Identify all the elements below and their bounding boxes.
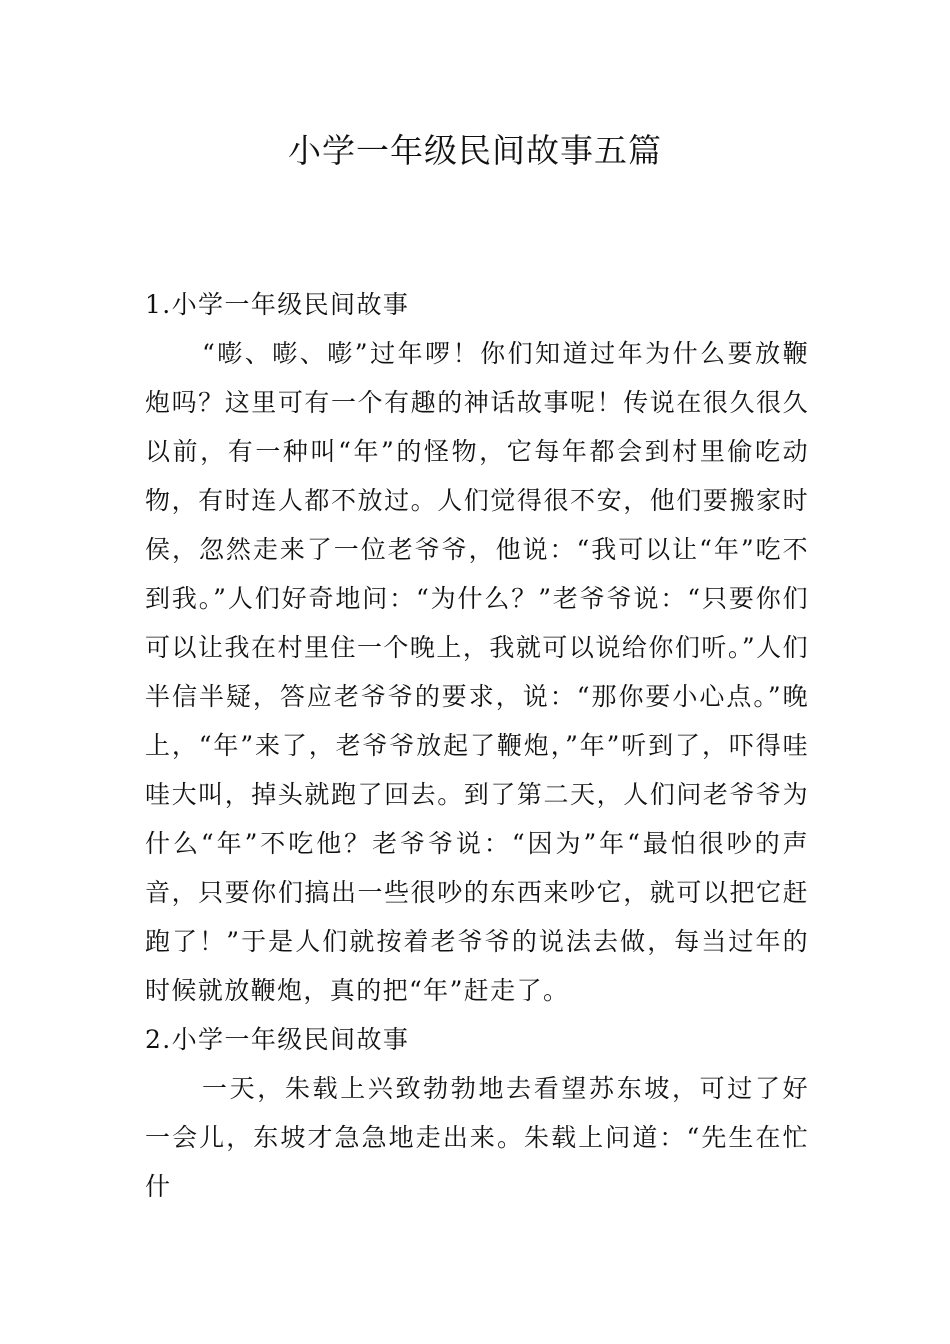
document-body xyxy=(145,280,809,1211)
section-heading-2: 2.小学一年级民间故事 xyxy=(145,1025,410,1054)
section-heading-1: 1.小学一年级民间故事 xyxy=(145,290,410,319)
section-paragraph-1: “嘭、嘭、嘭”过年啰！你们知道过年为什么要放鞭炮吗？这里可有一个有趣的神话故事呢！传说在很久很久以前，有一种叫“年”的怪物，它每年都会到村里偷吃动物，有时连人都不放过。人们觉得很不安，他们要搬家时侯，忽然走来了一位老爷爷，他说：“我可以让“年”吃不到我。”人们好奇地问：“为什么？”老爷爷说：“只要你们可以让我在村里住一个晚上，我就可以说给你们听。”人们半信半疑，答应老爷爷的要求，说：“那你要小心点。”晚上，“年”来了，老爷爷放起了鞭炮，”年”听到了，吓得哇哇大叫，掉头就跑了回去。到了第二天，人们问老爷爷为什么“年”不吃他？老爷爷说：“因为”年“最怕很吵的声音，只要你们搞出一些很吵的东西来吵它，就可以把它赶跑了！”于是人们就按着老爷爷的说法去做，每当过年的时候就放鞭炮，真的把“年”赶走了。 xyxy=(145,339,809,1005)
document-title: 小学一年级民间故事五篇 xyxy=(288,131,662,170)
section-paragraph-2: 一天，朱载上兴致勃勃地去看望苏东坡，可过了好一会儿，东坡才急急地走出来。朱载上问道：“先生在忙什 xyxy=(145,1074,809,1201)
